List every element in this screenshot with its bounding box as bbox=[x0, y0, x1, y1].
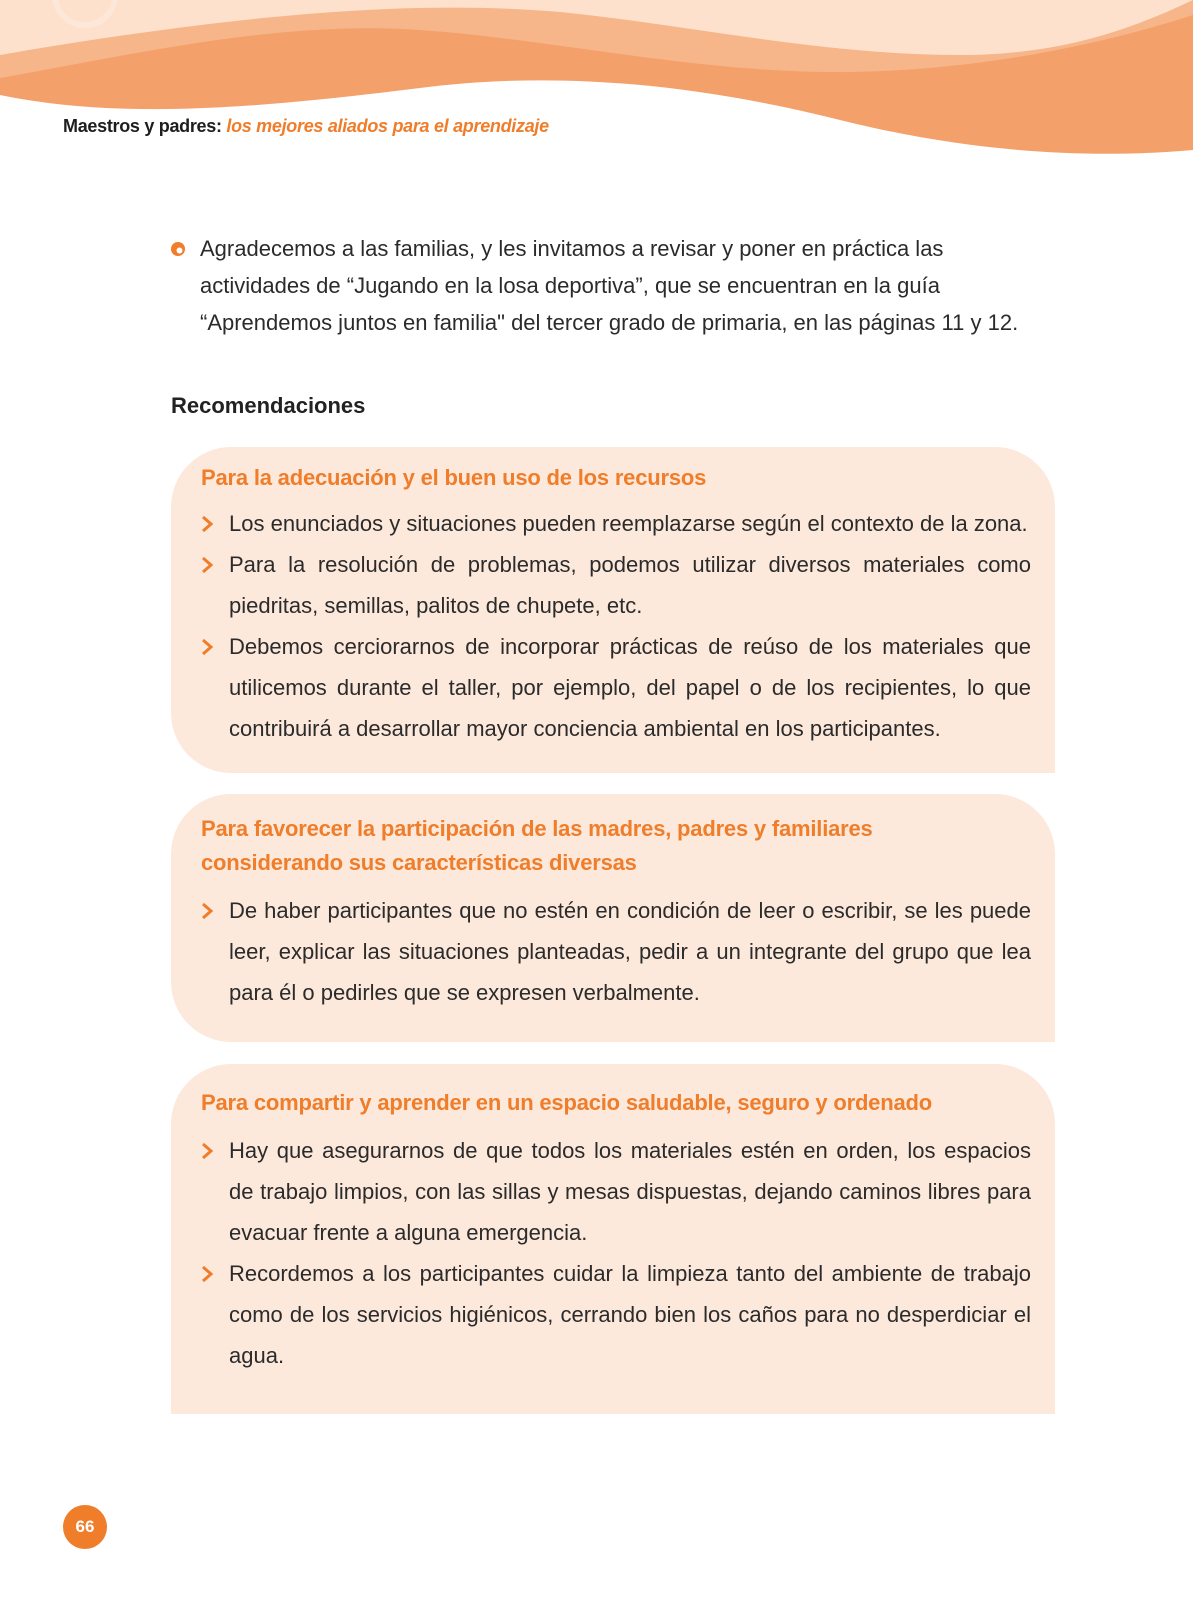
intro-text: Agradecemos a las familias, y les invitamos a revisar y poner en práctica las actividades de “Jugando en la losa deportiva”, que se encuentran en la guía “Aprendemos juntos en familia" del tercer grado de primaria, en las páginas 11 y 12. bbox=[200, 236, 1019, 335]
chevron-right-icon bbox=[201, 1266, 213, 1282]
list-item bbox=[171, 1130, 1055, 1253]
list-item-text: Hay que asegurarnos de que todos los materiales estén en orden, los espacios de trabajo limpios, con las sillas y mesas dispuestas, dejando caminos libres para evacuar frente a alguna emergencia. bbox=[229, 1138, 1031, 1245]
chevron-right-icon bbox=[201, 1143, 213, 1159]
recommendation-list bbox=[171, 503, 1055, 749]
list-item-text: De haber participantes que no estén en condición de leer o escribir, se les puede leer, explicar las situaciones planteadas, pedir a un integrante del grupo que lea para él o pedirles que se expresen verbalmente. bbox=[229, 898, 1031, 1005]
chevron-right-icon bbox=[201, 516, 213, 532]
recommendation-list bbox=[171, 890, 1055, 1013]
orange-circle-bullet-icon bbox=[170, 241, 186, 257]
list-item bbox=[171, 503, 1055, 544]
recommendation-list bbox=[171, 1130, 1055, 1376]
running-head-series: Maestros y padres: bbox=[63, 116, 222, 136]
list-item bbox=[171, 890, 1055, 1013]
list-item bbox=[171, 544, 1055, 626]
chevron-right-icon bbox=[201, 557, 213, 573]
list-item bbox=[171, 1253, 1055, 1376]
running-head-subtitle: los mejores aliados para el aprendizaje bbox=[226, 116, 549, 136]
running-head bbox=[63, 116, 549, 137]
box-heading: Para compartir y aprender en un espacio saludable, seguro y ordenado bbox=[201, 1090, 932, 1115]
list-item-text: Para la resolución de problemas, podemos utilizar diversos materiales como piedritas, semillas, palitos de chupete, etc. bbox=[229, 552, 1031, 618]
box-heading: Para favorecer la participación de las madres, padres y familiares considerando sus características diversas bbox=[201, 816, 873, 875]
recommendation-box-participation bbox=[171, 794, 1055, 1042]
box-heading: Para la adecuación y el buen uso de los recursos bbox=[201, 465, 707, 490]
list-item-text: Debemos cerciorarnos de incorporar prácticas de reúso de los materiales que utilicemos durante el taller, por ejemplo, del papel o de los recipientes, lo que contribuirá a desarrollar mayor conciencia ambiental en los participantes. bbox=[229, 634, 1031, 741]
chevron-right-icon bbox=[201, 903, 213, 919]
list-item-text: Los enunciados y situaciones pueden reemplazarse según el contexto de la zona. bbox=[229, 511, 1028, 536]
list-item bbox=[171, 626, 1055, 749]
recommendation-box-healthy-space bbox=[171, 1064, 1055, 1414]
page-number: 66 bbox=[63, 1505, 107, 1549]
list-item-text: Recordemos a los participantes cuidar la limpieza tanto del ambiente de trabajo como de los servicios higiénicos, cerrando bien los caños para no desperdiciar el agua. bbox=[229, 1261, 1031, 1368]
recommendation-box-resources bbox=[171, 447, 1055, 773]
intro-paragraph bbox=[170, 230, 1050, 341]
chevron-right-icon bbox=[201, 639, 213, 655]
recommendations-title: Recomendaciones bbox=[171, 393, 366, 418]
